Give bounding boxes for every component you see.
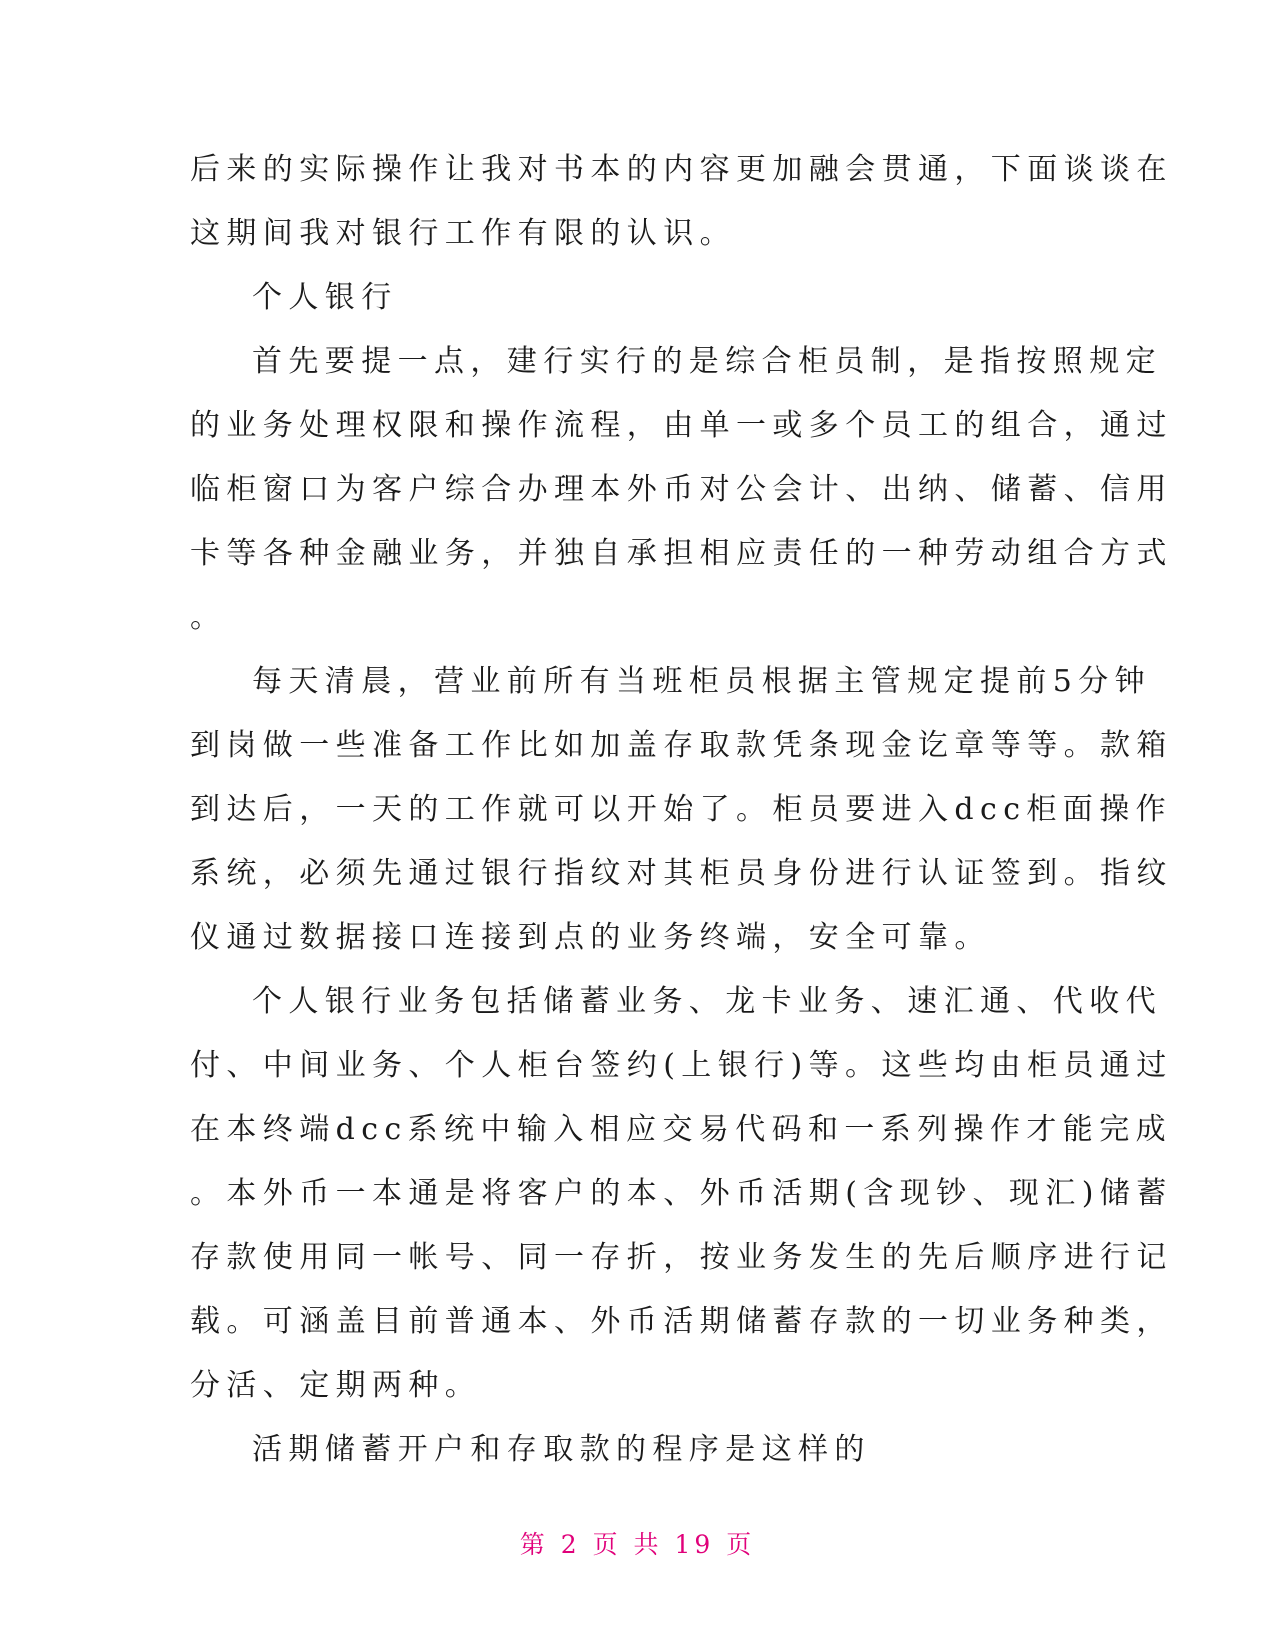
document-body bbox=[190, 138, 1173, 1482]
text-line: 付、中间业务、个人柜台签约(上银行)等。这些均由柜员通过 bbox=[190, 1048, 1173, 1083]
text-line: 临柜窗口为客户综合办理本外币对公会计、出纳、储蓄、信用 bbox=[190, 472, 1173, 507]
text-line: 每天清晨，营业前所有当班柜员根据主管规定提前5分钟 bbox=[252, 664, 1152, 699]
page-number-footer: 第 2 页 共 19 页 bbox=[519, 1530, 756, 1559]
text-line: 。 bbox=[190, 600, 227, 635]
section-heading: 个人银行 bbox=[252, 280, 398, 315]
text-line: 到达后，一天的工作就可以开始了。柜员要进入dcc柜面操作 bbox=[190, 792, 1173, 827]
text-line: 这期间我对银行工作有限的认识。 bbox=[190, 216, 736, 251]
text-line: 。本外币一本通是将客户的本、外币活期(含现钞、现汇)储蓄 bbox=[190, 1176, 1173, 1211]
text-line: 仪通过数据接口连接到点的业务终端，安全可靠。 bbox=[190, 920, 991, 955]
text-line: 在本终端dcc系统中输入相应交易代码和一系列操作才能完成 bbox=[190, 1112, 1173, 1147]
text-line: 活期储蓄开户和存取款的程序是这样的 bbox=[252, 1432, 871, 1467]
text-line: 到岗做一些准备工作比如加盖存取款凭条现金讫章等等。款箱 bbox=[190, 728, 1173, 763]
text-line: 的业务处理权限和操作流程，由单一或多个员工的组合，通过 bbox=[190, 408, 1173, 443]
text-line: 个人银行业务包括储蓄业务、龙卡业务、速汇通、代收代 bbox=[252, 984, 1162, 1019]
text-line: 存款使用同一帐号、同一存折，按业务发生的先后顺序进行记 bbox=[190, 1240, 1173, 1275]
text-line: 系统，必须先通过银行指纹对其柜员身份进行认证签到。指纹 bbox=[190, 856, 1173, 891]
text-line: 后来的实际操作让我对书本的内容更加融会贯通，下面谈谈在 bbox=[190, 152, 1173, 187]
text-line: 卡等各种金融业务，并独自承担相应责任的一种劳动组合方式 bbox=[190, 536, 1173, 571]
text-line: 载。可涵盖目前普通本、外币活期储蓄存款的一切业务种类， bbox=[190, 1304, 1173, 1339]
text-line: 分活、定期两种。 bbox=[190, 1368, 482, 1403]
text-line: 首先要提一点，建行实行的是综合柜员制，是指按照规定 bbox=[252, 344, 1162, 379]
